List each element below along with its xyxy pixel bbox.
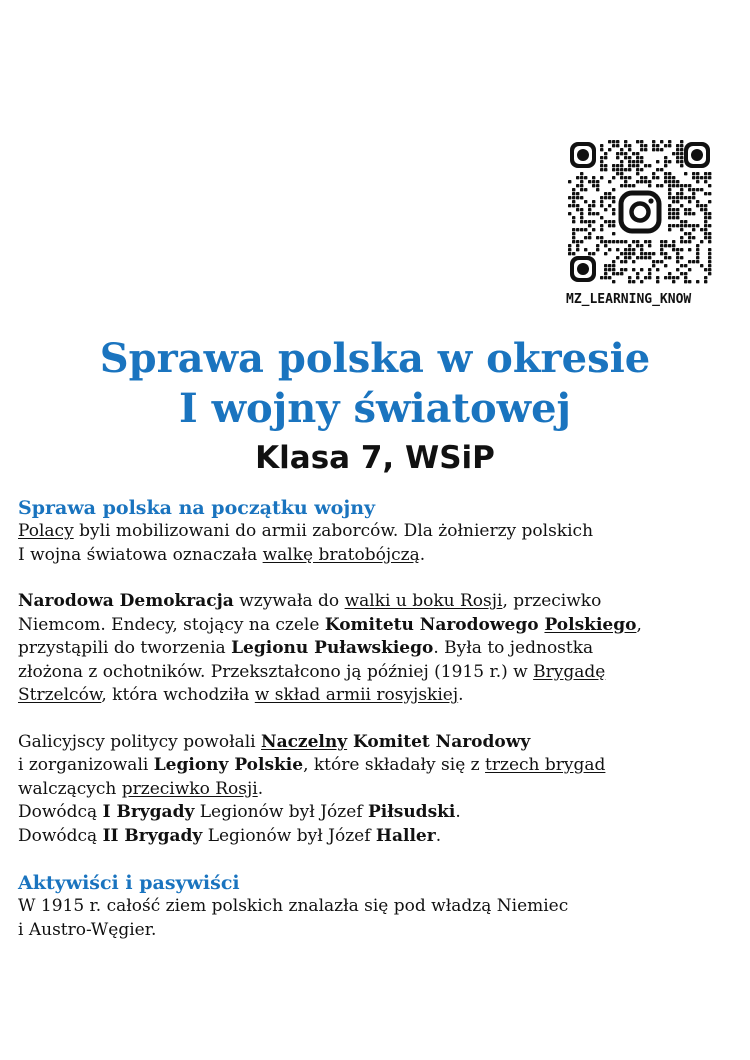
text: . Była to jednostka	[433, 638, 594, 658]
term-polskiego: Polskiego	[544, 614, 637, 635]
text: przystąpili do tworzenia	[18, 638, 232, 658]
page-title	[0, 334, 750, 434]
text: .	[435, 825, 442, 846]
qr-finder-bottom-left	[570, 256, 596, 282]
qr-finder-top-right	[684, 142, 710, 168]
text: Dowódcą	[18, 802, 103, 822]
title-line-1: Sprawa polska w okresie	[99, 335, 651, 382]
term-polacy: Polacy	[18, 521, 74, 541]
term-armia-rosyjska: w skład armii rosyjskiej	[254, 685, 459, 705]
term-brygade: Brygadę	[533, 661, 606, 682]
title-line-2: I wojny światowej	[178, 385, 572, 432]
text: .	[257, 778, 264, 799]
term-przeciwko-rosji: przeciwko Rosji	[121, 778, 258, 799]
term-komitet-narodowy: Komitetu Narodowego	[324, 614, 545, 635]
text: .	[458, 685, 464, 705]
term-pilsudski: Piłsudski	[367, 802, 456, 822]
section-heading-start-of-war: Sprawa polska na początku wojny	[18, 497, 376, 519]
instagram-icon	[618, 190, 662, 234]
text: , przeciwko	[502, 591, 602, 611]
text: Niemcom. Endecy, stojący na czele	[18, 614, 325, 635]
term-ii-brygada: II Brygady	[102, 825, 203, 846]
text: Legionów był Józef	[194, 802, 368, 822]
text: wzywała do	[233, 591, 345, 611]
paragraph-mobilization	[18, 520, 718, 567]
term-naczelny: Naczelny	[261, 731, 348, 752]
term-strzelcow: Strzelców	[18, 685, 102, 705]
paragraph-galician-politicians	[18, 731, 718, 849]
text: .	[419, 544, 426, 565]
term-haller: Haller	[375, 825, 436, 846]
text: W 1915 r. całość ziem polskich znalazła się pod władzą Niemiec	[18, 896, 569, 916]
text: .	[455, 802, 461, 822]
text: i zorganizowali	[18, 755, 154, 775]
qr-finder-top-left	[570, 142, 596, 168]
term-legiony-polskie: Legiony Polskie	[153, 755, 304, 775]
text: złożona z ochotników. Przekształcono ją później (1915 r.) w	[18, 661, 534, 682]
text: , która wchodziła	[101, 685, 255, 705]
qr-code-block	[566, 140, 720, 307]
section-heading-activists: Aktywiści i pasywiści	[18, 872, 240, 894]
text: Legionów był Józef	[202, 825, 376, 846]
document-body	[18, 496, 718, 942]
text: Galicyjscy politycy powołali	[18, 731, 262, 752]
term-komitet-narodowy-nkn: Komitet Narodowy	[347, 731, 531, 752]
page-subtitle: Klasa 7, WSiP	[255, 440, 495, 476]
term-legion-pulawski: Legionu Puławskiego	[231, 638, 434, 658]
paragraph-1915	[18, 895, 718, 942]
term-walka-bratobojcza: walkę bratobójczą	[262, 544, 420, 565]
qr-account-label: MZ_LEARNING_KNOW	[566, 292, 692, 307]
text: ,	[636, 614, 642, 635]
text: Dowódcą	[18, 825, 103, 846]
text: byli mobilizowani do armii zaborców. Dla żołnierzy polskich	[73, 521, 594, 541]
term-narodowa-demokracja: Narodowa Demokracja	[18, 591, 234, 611]
text: I wojna światowa oznaczała	[18, 544, 263, 565]
term-trzech-brygad: trzech brygad	[485, 755, 606, 775]
text: walczących	[18, 778, 122, 799]
term-i-brygada: I Brygady	[102, 802, 195, 822]
qr-code	[568, 140, 712, 284]
paragraph-national-democracy	[18, 590, 718, 708]
text: i Austro-Węgier.	[18, 919, 157, 940]
text: , które składały się z	[303, 755, 486, 775]
term-walki-u-boku-rosji: walki u boku Rosji	[344, 591, 503, 611]
